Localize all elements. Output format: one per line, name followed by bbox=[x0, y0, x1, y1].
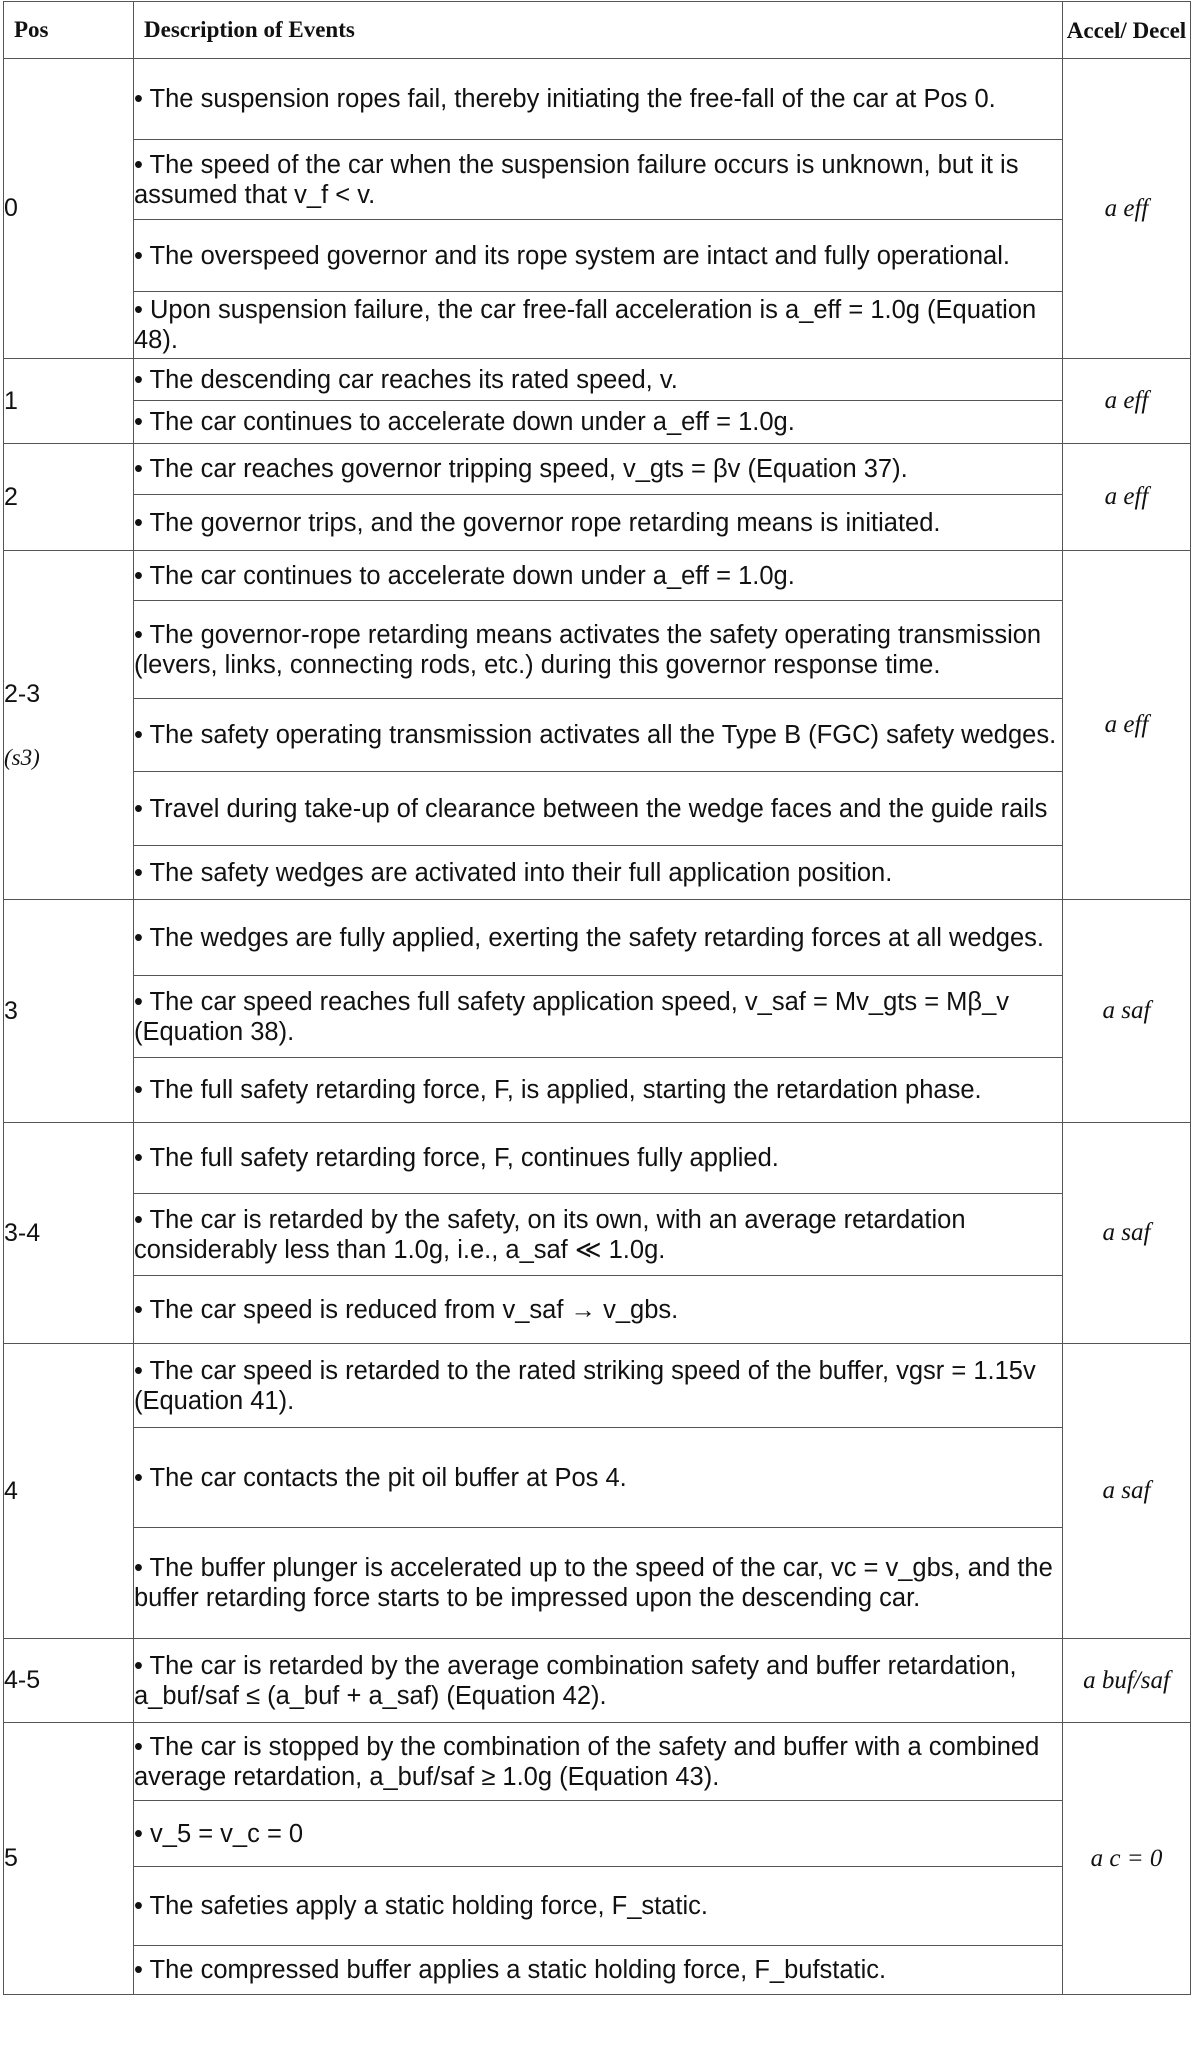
event-description: • The full safety retarding force, F, is applied, starting the retardation phase. bbox=[134, 1058, 1063, 1123]
accel-cell: a eff bbox=[1063, 359, 1191, 444]
accel-decel-header: Accel/ Decel bbox=[1063, 2, 1191, 59]
pos-label: 4 bbox=[4, 1476, 18, 1505]
accel-cell: a saf bbox=[1063, 1344, 1191, 1639]
event-description: • The car speed is reduced from v_saf → v_gbs. bbox=[134, 1276, 1063, 1344]
table-row bbox=[4, 1801, 1191, 1867]
event-description: • The full safety retarding force, F, continues fully applied. bbox=[134, 1123, 1063, 1194]
table-row bbox=[4, 495, 1191, 551]
table-row bbox=[4, 900, 1191, 976]
table-row bbox=[4, 1428, 1191, 1528]
pos-cell bbox=[4, 59, 134, 359]
pos-header: Pos bbox=[4, 2, 134, 59]
event-description: • The car contacts the pit oil buffer at Pos 4. bbox=[134, 1428, 1063, 1528]
pos-cell bbox=[4, 444, 134, 551]
event-description: • The suspension ropes fail, thereby initiating the free-fall of the car at Pos 0. bbox=[134, 59, 1063, 140]
table-row bbox=[4, 1194, 1191, 1276]
event-description: • The car speed reaches full safety application speed, v_saf = Mv_gts = Mβ_v (Equation 38). bbox=[134, 976, 1063, 1058]
events-table bbox=[3, 1, 1191, 1995]
table-row bbox=[4, 772, 1191, 846]
event-description: • The car is stopped by the combination of the safety and buffer with a combined average retardation, a_buf/saf ≥ 1.0g (Equation 43). bbox=[134, 1723, 1063, 1801]
pos-cell bbox=[4, 900, 134, 1123]
table-row bbox=[4, 140, 1191, 220]
table-row bbox=[4, 551, 1191, 601]
table-row bbox=[4, 699, 1191, 772]
table-row bbox=[4, 1639, 1191, 1723]
accel-cell: a saf bbox=[1063, 1123, 1191, 1344]
event-description: • Upon suspension failure, the car free-fall acceleration is a_eff = 1.0g (Equation 48). bbox=[134, 292, 1063, 359]
event-description: • The compressed buffer applies a static holding force, F_bufstatic. bbox=[134, 1946, 1063, 1995]
event-description: • The safety wedges are activated into their full application position. bbox=[134, 846, 1063, 900]
pos-label: 0 bbox=[4, 194, 18, 222]
pos-label: 1 bbox=[4, 386, 18, 415]
pos-label: 3 bbox=[4, 996, 18, 1025]
event-description: • The overspeed governor and its rope system are intact and fully operational. bbox=[134, 220, 1063, 292]
accel-cell: a eff bbox=[1063, 59, 1191, 359]
table-row bbox=[4, 1946, 1191, 1995]
pos-cell bbox=[4, 1723, 134, 1995]
events-body bbox=[4, 59, 1191, 1995]
accel-cell: a eff bbox=[1063, 551, 1191, 900]
event-description: • The governor trips, and the governor rope retarding means is initiated. bbox=[134, 495, 1063, 551]
event-description: • The buffer plunger is accelerated up to the speed of the car, vc = v_gbs, and the buffer retarding force starts to be impressed upon the descending car. bbox=[134, 1528, 1063, 1639]
pos-label: 3-4 bbox=[4, 1218, 41, 1247]
event-description: • The speed of the car when the suspension failure occurs is unknown, but it is assumed that v_f < v. bbox=[134, 140, 1063, 220]
accel-cell: a eff bbox=[1063, 444, 1191, 551]
event-description: • Travel during take-up of clearance between the wedge faces and the guide rails bbox=[134, 772, 1063, 846]
table-row bbox=[4, 1123, 1191, 1194]
accel-cell: a saf bbox=[1063, 900, 1191, 1123]
table-row bbox=[4, 1276, 1191, 1344]
event-description: • The governor-rope retarding means activates the safety operating transmission (levers, links, connecting rods, etc.) during this governor response time. bbox=[134, 601, 1063, 699]
event-description: • The safeties apply a static holding force, F_static. bbox=[134, 1867, 1063, 1946]
table-row bbox=[4, 846, 1191, 900]
accel-cell: a c = 0 bbox=[1063, 1723, 1191, 1995]
event-description: • The car speed is retarded to the rated striking speed of the buffer, vgsr = 1.15v (Equation 41). bbox=[134, 1344, 1063, 1428]
event-description: • The car reaches governor tripping speed, v_gts = βv (Equation 37). bbox=[134, 444, 1063, 495]
event-description: • The car is retarded by the average combination safety and buffer retardation, a_buf/saf ≤ (a_buf + a_saf) (Equation 42). bbox=[134, 1639, 1063, 1723]
table-row bbox=[4, 59, 1191, 140]
table-row bbox=[4, 601, 1191, 699]
table-row bbox=[4, 1528, 1191, 1639]
event-description: • The car is retarded by the safety, on its own, with an average retardation considerably less than 1.0g, i.e., a_saf ≪ 1.0g. bbox=[134, 1194, 1063, 1276]
pos-cell bbox=[4, 1639, 134, 1723]
pos-cell bbox=[4, 1123, 134, 1344]
table-row bbox=[4, 1344, 1191, 1428]
accel-cell: a buf/saf bbox=[1063, 1639, 1191, 1723]
table-row bbox=[4, 1058, 1191, 1123]
table-row bbox=[4, 401, 1191, 444]
pos-label: 4-5 bbox=[4, 1666, 41, 1694]
pos-label: 2 bbox=[4, 482, 18, 511]
table-row bbox=[4, 220, 1191, 292]
table-row bbox=[4, 1867, 1191, 1946]
pos-cell bbox=[4, 551, 134, 900]
pos-cell bbox=[4, 1344, 134, 1639]
table-row bbox=[4, 1723, 1191, 1801]
pos-label: 2-3 bbox=[4, 679, 41, 708]
header-row bbox=[4, 2, 1191, 59]
event-description: • The wedges are fully applied, exerting the safety retarding forces at all wedges. bbox=[134, 900, 1063, 976]
pos-label: 5 bbox=[4, 1844, 18, 1872]
description-header: Description of Events bbox=[134, 2, 1063, 59]
event-description: • The descending car reaches its rated speed, v. bbox=[134, 359, 1063, 401]
event-description: • The car continues to accelerate down under a_eff = 1.0g. bbox=[134, 401, 1063, 444]
table-row bbox=[4, 976, 1191, 1058]
event-description: • The car continues to accelerate down under a_eff = 1.0g. bbox=[134, 551, 1063, 601]
pos-sub-label: (s3) bbox=[4, 744, 40, 770]
pos-cell bbox=[4, 359, 134, 444]
table-row bbox=[4, 292, 1191, 359]
table-row bbox=[4, 359, 1191, 401]
event-description: • The safety operating transmission activates all the Type B (FGC) safety wedges. bbox=[134, 699, 1063, 772]
event-description: • v_5 = v_c = 0 bbox=[134, 1801, 1063, 1867]
table-row bbox=[4, 444, 1191, 495]
